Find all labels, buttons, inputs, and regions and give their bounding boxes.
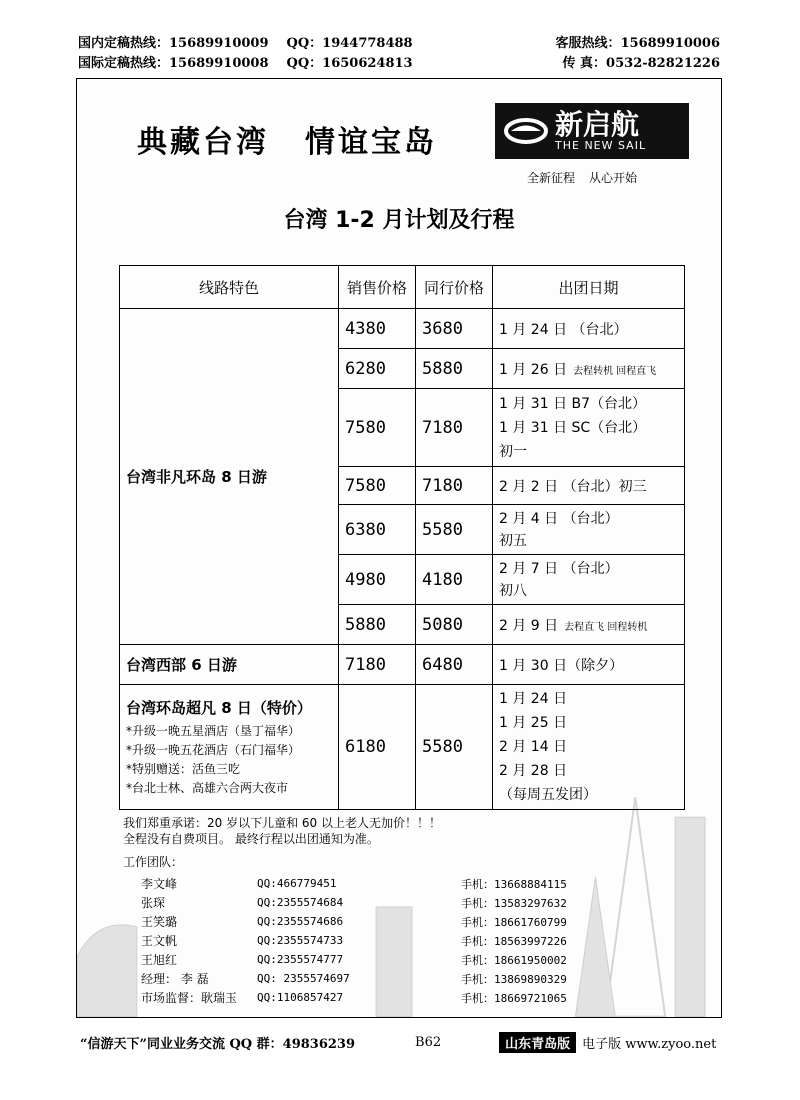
date-text: 2 月 9 日 bbox=[499, 617, 559, 634]
member-qq: QQ:1106857427 bbox=[257, 991, 344, 1004]
member-qq: QQ: 2355574697 bbox=[257, 972, 350, 985]
sale-price: 5880 bbox=[339, 605, 416, 645]
member-name: 王文帆 bbox=[141, 934, 178, 948]
table-row bbox=[120, 645, 685, 685]
departure-date bbox=[493, 309, 685, 349]
departure-date: 1 月 31 日 B7（台北） 1 月 31 日 SC（台北） 初一 bbox=[493, 389, 685, 467]
header-contacts bbox=[78, 34, 720, 74]
slogan bbox=[137, 117, 473, 161]
member-qq: QQ:2355574733 bbox=[257, 934, 344, 947]
website: 电子版 www.zyoo.net bbox=[582, 1037, 717, 1052]
tagline-part-2: 从心开始 bbox=[589, 171, 638, 185]
feature-item: *特别赠送：活鱼三吃 bbox=[126, 761, 241, 776]
list-item bbox=[123, 969, 683, 988]
table-row bbox=[120, 685, 685, 810]
peer-price: 7180 bbox=[416, 389, 493, 467]
peer-price: 5080 bbox=[416, 605, 493, 645]
edition-badge: 山东青岛版 bbox=[499, 1032, 576, 1053]
sale-price: 7580 bbox=[339, 389, 416, 467]
peer-price: 5580 bbox=[416, 505, 493, 555]
route-name: 台湾非凡环岛 8 日游 bbox=[120, 309, 339, 645]
member-name: 经理： 李 磊 bbox=[141, 972, 209, 986]
col-sale-price: 销售价格 bbox=[339, 266, 416, 309]
col-departure: 出团日期 bbox=[493, 266, 685, 309]
sale-price: 7180 bbox=[339, 645, 416, 685]
feature-item: *升级一晚五星酒店（垦丁福华） bbox=[126, 723, 301, 738]
slogan-part-1: 典藏台湾 bbox=[137, 125, 269, 160]
member-mobile: 手机：18661760799 bbox=[461, 915, 567, 929]
member-mobile: 手机：18661950002 bbox=[461, 953, 567, 967]
sale-price: 4980 bbox=[339, 555, 416, 605]
domestic-qq: QQ：1944778488 bbox=[286, 36, 413, 51]
service-hotline: 客服热线：15689910006 bbox=[555, 36, 720, 51]
member-name: 张琛 bbox=[141, 896, 166, 910]
tagline bbox=[527, 169, 651, 186]
sale-price: 4380 bbox=[339, 309, 416, 349]
advert-frame bbox=[76, 78, 722, 1018]
page-number: B62 bbox=[415, 1035, 442, 1050]
member-mobile: 手机：18669721065 bbox=[461, 991, 567, 1005]
route-name: 台湾环岛超凡 8 日（特价） bbox=[126, 698, 312, 717]
list-item bbox=[123, 931, 683, 950]
member-name: 市场监督：耿瑞玉 bbox=[141, 991, 238, 1005]
departure-date: 2 月 7 日 （台北） 初八 bbox=[493, 555, 685, 605]
page-title: 台湾 1-2 月计划及行程 bbox=[283, 208, 515, 233]
peer-price: 5580 bbox=[416, 685, 493, 810]
peer-price: 5880 bbox=[416, 349, 493, 389]
peer-price: 4180 bbox=[416, 555, 493, 605]
sale-price: 7580 bbox=[339, 467, 416, 505]
logo-cn-text: 新启航 bbox=[555, 107, 640, 141]
sale-price: 6380 bbox=[339, 505, 416, 555]
company-logo bbox=[495, 103, 689, 159]
member-name: 王旭红 bbox=[141, 953, 178, 967]
departure-date: 2 月 2 日 （台北）初三 bbox=[493, 467, 685, 505]
date-text: 1 月 26 日 bbox=[499, 361, 568, 378]
team-label: 工作团队： bbox=[123, 855, 184, 869]
member-mobile: 手机：18563997226 bbox=[461, 934, 567, 948]
member-mobile: 手机：13583297632 bbox=[461, 896, 567, 910]
route-name: 台湾西部 6 日游 bbox=[120, 645, 339, 685]
departure-date bbox=[493, 349, 685, 389]
logo-en-text: THE NEW SAIL bbox=[555, 138, 647, 152]
tagline-part-1: 全新征程 bbox=[527, 171, 576, 185]
notes bbox=[123, 815, 441, 847]
col-route: 线路特色 bbox=[120, 266, 339, 309]
member-qq: QQ:2355574686 bbox=[257, 915, 344, 928]
flight-note: 去程转机 回程直飞 bbox=[573, 365, 657, 377]
list-item bbox=[123, 874, 683, 893]
itinerary-note: 全程没有自费项目。 最终行程以出团通知为准。 bbox=[123, 832, 379, 846]
team-list bbox=[123, 853, 683, 1007]
departure-date bbox=[493, 605, 685, 645]
slogan-part-2: 情谊宝岛 bbox=[305, 125, 437, 160]
member-qq: QQ:466779451 bbox=[257, 877, 337, 890]
peer-price: 7180 bbox=[416, 467, 493, 505]
flight-note: 去程直飞 回程转机 bbox=[564, 621, 648, 633]
peer-price: 6480 bbox=[416, 645, 493, 685]
member-mobile: 手机：13869890329 bbox=[461, 972, 567, 986]
schedule-table bbox=[119, 265, 685, 810]
member-name: 李文峰 bbox=[141, 877, 178, 891]
table-header-row bbox=[120, 266, 685, 309]
route-cell bbox=[120, 685, 339, 810]
intl-hotline: 国际定稿热线：15689910008 bbox=[78, 56, 269, 71]
departure-date: 1 月 24 日 1 月 25 日 2 月 14 日 2 月 28 日 （每周五发团） bbox=[493, 685, 685, 810]
member-mobile: 手机：13668884115 bbox=[461, 877, 567, 891]
sale-price: 6180 bbox=[339, 685, 416, 810]
intl-qq: QQ：1650624813 bbox=[286, 56, 413, 71]
promise-note: 我们郑重承诺：20 岁以下儿童和 60 以上老人无加价！！！ bbox=[123, 816, 441, 830]
table-row bbox=[120, 309, 685, 349]
list-item bbox=[123, 893, 683, 912]
date-text: 1 月 24 日 （台北） bbox=[499, 321, 628, 338]
sail-logo-icon bbox=[503, 116, 549, 146]
qq-group: “信游天下”同业业务交流 QQ 群：49836239 bbox=[80, 1037, 356, 1052]
peer-price: 3680 bbox=[416, 309, 493, 349]
feature-item: *台北士林、高雄六合两大夜市 bbox=[126, 780, 289, 795]
member-qq: QQ:2355574684 bbox=[257, 896, 344, 909]
route-features bbox=[126, 722, 332, 798]
member-qq: QQ:2355574777 bbox=[257, 953, 344, 966]
sale-price: 6280 bbox=[339, 349, 416, 389]
domestic-hotline: 国内定稿热线：15689910009 bbox=[78, 36, 269, 51]
footer bbox=[80, 1032, 720, 1053]
member-name: 王笑璐 bbox=[141, 915, 178, 929]
fax: 传 真：0532-82821226 bbox=[562, 56, 720, 71]
departure-date: 1 月 30 日（除夕） bbox=[493, 645, 685, 685]
col-peer-price: 同行价格 bbox=[416, 266, 493, 309]
list-item bbox=[123, 988, 683, 1007]
departure-date: 2 月 4 日 （台北） 初五 bbox=[493, 505, 685, 555]
feature-item: *升级一晚五花酒店（石门福华） bbox=[126, 742, 301, 757]
list-item bbox=[123, 950, 683, 969]
list-item bbox=[123, 912, 683, 931]
